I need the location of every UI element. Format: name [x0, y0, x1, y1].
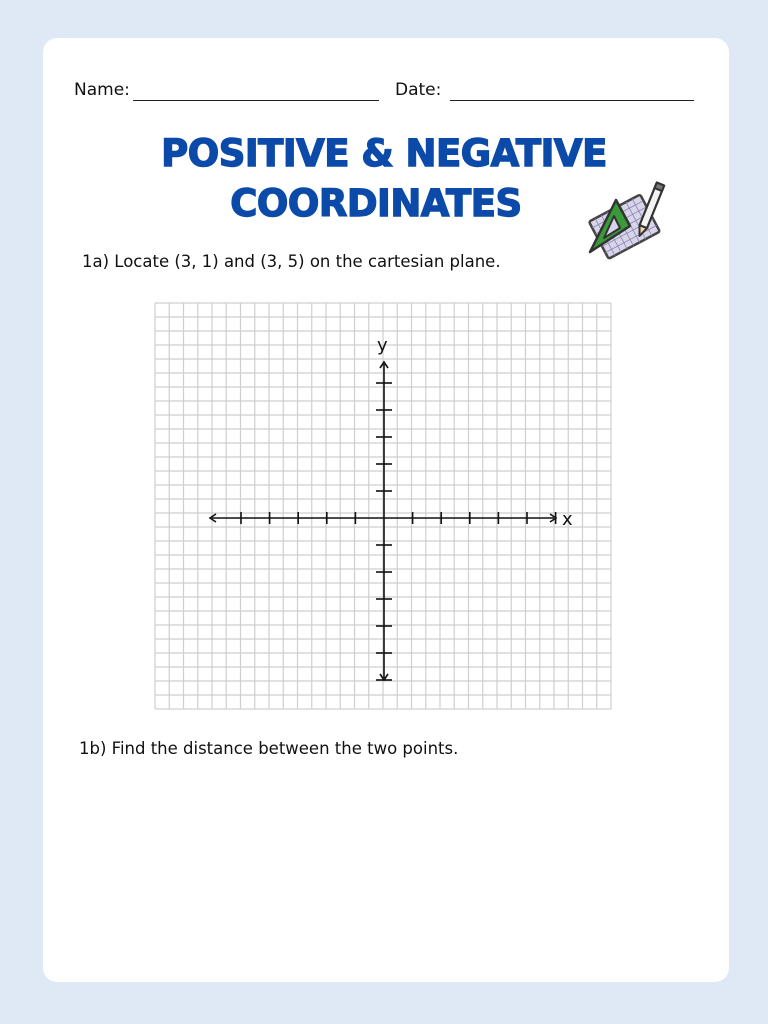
- name-label: Name:: [74, 80, 130, 100]
- date-field-line[interactable]: [450, 100, 694, 101]
- geometry-tools-icon: [580, 180, 666, 260]
- name-field-line[interactable]: [133, 100, 379, 101]
- page-title-line-1: POSITIVE & NEGATIVE: [161, 132, 607, 175]
- cartesian-plane[interactable]: [152, 300, 614, 712]
- page-title-line-2: COORDINATES: [230, 182, 522, 225]
- x-axis-label: x: [562, 509, 573, 530]
- date-label: Date:: [395, 80, 442, 100]
- question-1b: 1b) Find the distance between the two points.: [79, 739, 459, 758]
- question-1a: 1a) Locate (3, 1) and (3, 5) on the cartesian plane.: [82, 252, 501, 271]
- axis-ticks: [241, 383, 556, 680]
- y-axis-label: y: [377, 335, 388, 356]
